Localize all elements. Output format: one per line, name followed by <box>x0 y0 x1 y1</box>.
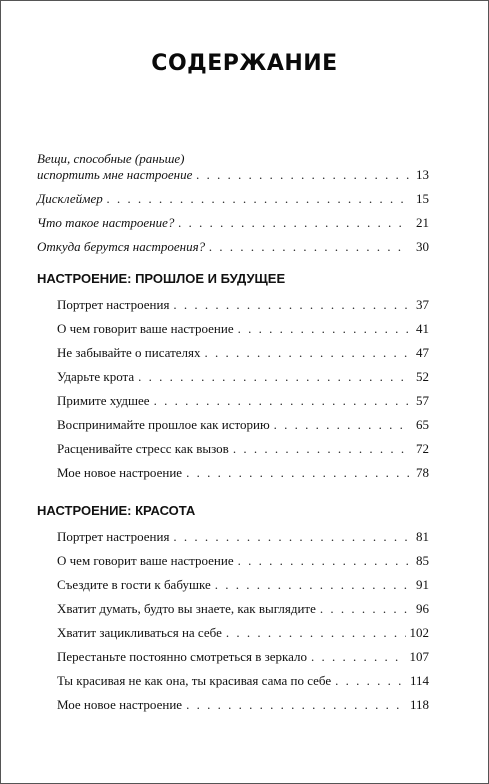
dot-leader <box>335 673 406 689</box>
toc-entry[interactable] <box>37 697 429 721</box>
toc-page-number: 21 <box>416 215 429 230</box>
dot-leader <box>320 601 409 617</box>
toc-entry[interactable] <box>37 321 429 345</box>
toc-page-number: 102 <box>409 625 429 640</box>
toc-entry-label: Примите худшее <box>57 393 150 408</box>
toc-entry[interactable] <box>37 577 429 601</box>
toc-page-number: 91 <box>416 577 429 592</box>
toc-entry[interactable] <box>37 345 429 369</box>
toc-entry[interactable] <box>37 625 429 649</box>
toc-entry-label: Ударьте крота <box>57 369 135 384</box>
dot-leader <box>178 215 409 231</box>
toc-page-number: 96 <box>416 601 429 616</box>
toc-page-number: 65 <box>416 417 429 432</box>
toc-entry-label: Хватит зацикливаться на себе <box>57 625 222 640</box>
toc-entry[interactable] <box>37 553 429 577</box>
toc-entry-label: Воспринимайте прошлое как историю <box>57 417 270 432</box>
dot-leader <box>215 577 409 593</box>
toc-page-number: 41 <box>416 321 429 336</box>
toc-entry[interactable] <box>37 167 429 191</box>
toc-entry[interactable] <box>37 393 429 417</box>
dot-leader <box>186 465 409 481</box>
toc-page-number: 114 <box>409 673 429 688</box>
dot-leader <box>138 369 409 385</box>
toc-entry[interactable] <box>37 417 429 441</box>
toc-page-number: 37 <box>416 297 429 312</box>
toc-entry-label: Дисклеймер <box>37 191 103 206</box>
toc-entry-label: Съездите в гости к бабушке <box>57 577 211 592</box>
toc-entry[interactable] <box>37 369 429 393</box>
toc-page-number: 107 <box>409 649 429 664</box>
toc-page-number: 47 <box>416 345 429 360</box>
toc-entry[interactable] <box>37 465 429 489</box>
toc-page-number: 72 <box>416 441 429 456</box>
dot-leader <box>196 167 409 183</box>
toc-entry-label: Портрет настроения <box>57 529 170 544</box>
dot-leader <box>173 297 409 313</box>
toc-entry-label: Мое новое настроение <box>57 465 183 480</box>
table-of-contents <box>37 151 429 721</box>
toc-page-number: 15 <box>416 191 429 206</box>
toc-page-number: 13 <box>416 167 429 182</box>
toc-page-number: 81 <box>416 529 429 544</box>
toc-entry-label: О чем говорит ваше настроение <box>57 553 234 568</box>
dot-leader <box>186 697 406 713</box>
toc-entry-label: Перестаньте постоянно смотреться в зеркало <box>57 649 308 664</box>
toc-entry-label: Ты красивая не как она, ты красивая сама по себе <box>57 673 332 688</box>
dot-leader <box>173 529 409 545</box>
toc-entry[interactable] <box>37 215 429 239</box>
toc-page-number: 52 <box>416 369 429 384</box>
toc-page-number: 78 <box>416 465 429 480</box>
toc-entry[interactable] <box>37 601 429 625</box>
dot-leader <box>226 625 406 641</box>
dot-leader <box>205 345 409 361</box>
toc-entry[interactable] <box>37 649 429 673</box>
toc-entry[interactable] <box>37 191 429 215</box>
toc-entry[interactable] <box>37 239 429 263</box>
toc-page-number: 30 <box>416 239 429 254</box>
toc-entry-label: испортить мне настроение <box>37 167 193 182</box>
toc-entry-label: О чем говорит ваше настроение <box>57 321 234 336</box>
toc-entry-line-1: Вещи, способные (раньше) <box>37 151 185 166</box>
dot-leader <box>209 239 409 255</box>
toc-entry-label: Что такое настроение? <box>37 215 175 230</box>
toc-page-number: 118 <box>409 697 429 712</box>
dot-leader <box>154 393 409 409</box>
toc-entry-label: Не забывайте о писателях <box>57 345 201 360</box>
dot-leader <box>238 553 409 569</box>
toc-entry[interactable] <box>37 297 429 321</box>
toc-entry-label: Расценивайте стресс как вызов <box>57 441 229 456</box>
dot-leader <box>233 441 409 457</box>
toc-entry[interactable] <box>37 673 429 697</box>
dot-leader <box>274 417 409 433</box>
dot-leader <box>311 649 405 665</box>
section-heading: НАСТРОЕНИЕ: ПРОШЛОЕ И БУДУЩЕЕ <box>37 271 286 286</box>
toc-page-number: 57 <box>416 393 429 408</box>
dot-leader <box>107 191 409 207</box>
toc-entry[interactable] <box>37 441 429 465</box>
toc-entry[interactable] <box>37 529 429 553</box>
toc-entry-label: Откуда берутся настроения? <box>37 239 206 254</box>
section-heading: НАСТРОЕНИЕ: КРАСОТА <box>37 503 196 518</box>
dot-leader <box>238 321 409 337</box>
toc-entry-label: Мое новое настроение <box>57 697 183 712</box>
toc-entry-label: Хватит думать, будто вы знаете, как выглядите <box>57 601 316 616</box>
page-title: СОДЕРЖАНИЕ <box>151 51 338 76</box>
toc-entry-label: Портрет настроения <box>57 297 170 312</box>
toc-page-number: 85 <box>416 553 429 568</box>
